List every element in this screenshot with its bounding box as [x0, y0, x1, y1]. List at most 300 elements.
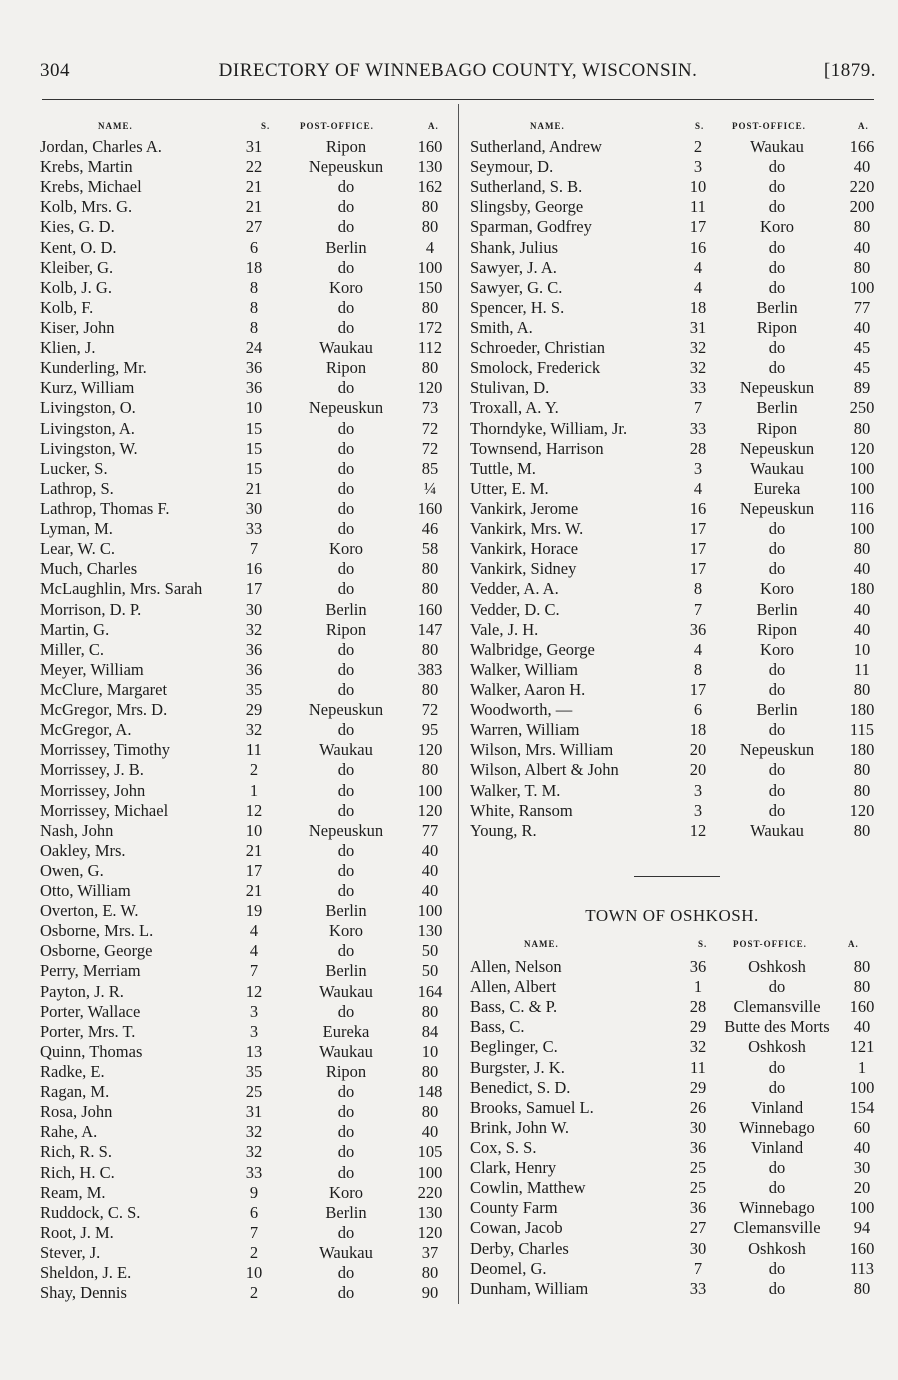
directory-row	[40, 157, 454, 177]
entry-section: 18	[689, 720, 707, 740]
directory-row	[40, 600, 454, 620]
entry-acres: 80	[421, 1001, 439, 1021]
entry-section: 28	[689, 997, 707, 1017]
entry-section: 3	[693, 800, 703, 820]
directory-row	[40, 1122, 454, 1142]
directory-row	[470, 499, 884, 519]
entry-name: Stulivan, D.	[470, 378, 550, 398]
directory-row	[470, 459, 884, 479]
entry-acres: 77	[421, 820, 439, 840]
entry-post-office: Nepeuskun	[308, 157, 384, 177]
entry-acres: 80	[853, 957, 871, 976]
entry-acres: 100	[417, 901, 443, 921]
entry-name: Sheldon, J. E.	[40, 1263, 132, 1283]
entry-name: McClure, Margaret	[40, 679, 168, 699]
directory-row	[40, 318, 454, 338]
directory-row	[40, 861, 454, 881]
entry-name: Morrissey, John	[40, 780, 146, 800]
entry-section: 36	[245, 659, 263, 679]
entry-acres: 120	[417, 740, 443, 760]
directory-row	[470, 760, 884, 780]
entry-acres: 100	[417, 1162, 443, 1182]
directory-row	[470, 1239, 884, 1259]
directory-row	[470, 579, 884, 599]
entry-section: 2	[249, 1243, 259, 1263]
entry-post-office: Waukau	[319, 1041, 373, 1061]
directory-row	[470, 318, 884, 338]
entry-section: 17	[689, 679, 707, 699]
entry-name: Troxall, A. Y.	[470, 398, 559, 418]
entry-acres: 95	[421, 720, 439, 740]
entry-acres: 89	[853, 378, 871, 398]
entry-name: Morrissey, Michael	[40, 800, 169, 820]
directory-row	[470, 1017, 884, 1037]
entry-acres: 160	[849, 1238, 875, 1258]
directory-row	[40, 278, 454, 298]
entry-name: Root, J. M.	[40, 1222, 114, 1242]
right-header-post-office: POST-OFFICE.	[732, 121, 806, 131]
entry-section: 10	[245, 1263, 263, 1283]
entry-section: 35	[245, 1062, 263, 1082]
right-header-s: S.	[695, 121, 705, 131]
entry-acres: 37	[421, 1243, 439, 1263]
directory-row	[40, 801, 454, 821]
entry-post-office: do	[337, 1001, 355, 1021]
entry-name: Clark, Henry	[470, 1158, 557, 1178]
entry-acres: 20	[853, 1178, 871, 1198]
entry-post-office: Koro	[760, 217, 794, 237]
entry-section: 10	[245, 820, 263, 840]
entry-post-office: do	[768, 1278, 786, 1298]
entry-acres: 4	[425, 237, 435, 257]
entry-name: McGregor, A.	[40, 720, 132, 740]
entry-acres: ¼	[423, 478, 437, 498]
entry-section: 35	[245, 679, 263, 699]
entry-post-office: do	[337, 1162, 355, 1182]
entry-name: Beglinger, C.	[470, 1037, 558, 1057]
directory-row	[470, 821, 884, 841]
entry-acres: 180	[849, 740, 875, 760]
directory-row	[40, 740, 454, 760]
entry-acres: 220	[417, 1182, 443, 1202]
entry-acres: 220	[849, 177, 875, 197]
entry-section: 4	[693, 277, 703, 297]
directory-row	[40, 338, 454, 358]
entry-name: Quinn, Thomas	[40, 1041, 143, 1061]
entry-post-office: do	[768, 277, 786, 297]
entry-section: 32	[245, 720, 263, 740]
entry-name: McGregor, Mrs. D.	[40, 700, 168, 720]
entry-acres: 80	[421, 197, 439, 217]
directory-row	[470, 1058, 884, 1078]
directory-row	[40, 1283, 454, 1303]
right-listing	[470, 137, 884, 841]
entry-post-office: do	[337, 197, 355, 217]
entry-post-office: do	[768, 760, 786, 780]
entry-acres: 40	[853, 237, 871, 257]
entry-acres: 164	[417, 981, 443, 1001]
entry-section: 3	[693, 157, 703, 177]
entry-section: 36	[689, 1137, 707, 1157]
section-separator	[634, 876, 720, 877]
entry-acres: 160	[417, 599, 443, 619]
entry-section: 4	[249, 921, 259, 941]
entry-name: Seymour, D.	[470, 157, 554, 177]
entry-section: 19	[245, 901, 263, 921]
directory-row	[40, 720, 454, 740]
entry-post-office: Waukau	[319, 338, 373, 358]
directory-row	[470, 238, 884, 258]
entry-name: Townsend, Harrison	[470, 438, 604, 458]
entry-name: Sawyer, G. C.	[470, 277, 563, 297]
entry-name: Morrissey, Timothy	[40, 740, 171, 760]
entry-post-office: Berlin	[325, 1202, 367, 1222]
entry-post-office: do	[337, 177, 355, 197]
directory-row	[40, 620, 454, 640]
directory-row	[470, 439, 884, 459]
directory-row	[40, 459, 454, 479]
directory-row	[470, 620, 884, 640]
entry-post-office: do	[768, 679, 786, 699]
entry-section: 20	[689, 760, 707, 780]
entry-name: Brooks, Samuel L.	[470, 1097, 594, 1117]
entry-section: 3	[693, 458, 703, 478]
directory-row	[40, 1163, 454, 1183]
entry-post-office: do	[768, 539, 786, 559]
entry-post-office: Nepeuskun	[308, 700, 384, 720]
entry-post-office: do	[337, 881, 355, 901]
entry-acres: 112	[417, 338, 443, 358]
entry-post-office: do	[337, 1142, 355, 1162]
entry-name: Wilson, Mrs. William	[470, 740, 614, 760]
entry-section: 27	[245, 217, 263, 237]
oshkosh-listing	[470, 957, 884, 1299]
entry-section: 36	[245, 639, 263, 659]
directory-row	[470, 1138, 884, 1158]
entry-section: 33	[689, 378, 707, 398]
entry-acres: 40	[853, 1017, 871, 1037]
entry-name: Overton, E. W.	[40, 901, 139, 921]
directory-row	[40, 660, 454, 680]
entry-post-office: Waukau	[319, 740, 373, 760]
entry-acres: 72	[421, 418, 439, 438]
entry-acres: 160	[849, 997, 875, 1017]
entry-name: Kolb, F.	[40, 297, 94, 317]
entry-post-office: Ripon	[325, 358, 367, 378]
entry-name: Kies, G. D.	[40, 217, 115, 237]
entry-post-office: Oshkosh	[748, 1037, 806, 1057]
entry-acres: 80	[421, 217, 439, 237]
entry-post-office: Berlin	[325, 237, 367, 257]
entry-acres: 80	[421, 1263, 439, 1283]
entry-name: Osborne, George	[40, 941, 153, 961]
entry-section: 33	[689, 1278, 707, 1298]
entry-section: 36	[689, 619, 707, 639]
entry-name: Smith, A.	[470, 317, 533, 337]
entry-name: Meyer, William	[40, 659, 144, 679]
entry-post-office: Ripon	[325, 137, 367, 156]
entry-acres: 120	[417, 800, 443, 820]
entry-post-office: Ripon	[756, 317, 798, 337]
entry-section: 27	[689, 1218, 707, 1238]
directory-row	[470, 997, 884, 1017]
entry-acres: 100	[849, 277, 875, 297]
entry-name: Young, R.	[470, 820, 537, 840]
directory-row	[470, 298, 884, 318]
entry-post-office: do	[337, 559, 355, 579]
entry-name: Vedder, A. A.	[470, 579, 559, 599]
entry-acres: 100	[849, 1198, 875, 1218]
entry-name: Vale, J. H.	[470, 619, 539, 639]
entry-section: 6	[249, 237, 259, 257]
directory-row	[470, 338, 884, 358]
directory-row	[40, 378, 454, 398]
entry-name: Dunham, William	[470, 1278, 589, 1298]
entry-post-office: Oshkosh	[748, 1238, 806, 1258]
entry-name: Schroeder, Christian	[470, 338, 605, 358]
entry-post-office: Waukau	[319, 981, 373, 1001]
page-header	[40, 60, 876, 86]
entry-post-office: do	[768, 977, 786, 997]
entry-section: 15	[245, 418, 263, 438]
entry-section: 18	[245, 257, 263, 277]
entry-acres: 80	[853, 977, 871, 997]
entry-acres: 100	[417, 257, 443, 277]
entry-name: Ragan, M.	[40, 1082, 110, 1102]
entry-section: 17	[245, 860, 263, 880]
entry-section: 33	[245, 1162, 263, 1182]
entry-acres: 45	[853, 358, 871, 378]
entry-name: Warren, William	[470, 720, 580, 740]
entry-name: Wilson, Albert & John	[470, 760, 619, 780]
directory-row	[40, 1142, 454, 1162]
oshkosh-header-name: NAME.	[524, 939, 559, 949]
entry-acres: 80	[853, 760, 871, 780]
entry-section: 16	[689, 498, 707, 518]
directory-row	[470, 1259, 884, 1279]
entry-name: Shay, Dennis	[40, 1283, 127, 1303]
entry-acres: 80	[853, 257, 871, 277]
entry-acres: 80	[853, 1278, 871, 1298]
entry-post-office: do	[337, 378, 355, 398]
entry-post-office: Waukau	[750, 820, 804, 840]
entry-name: Martin, G.	[40, 619, 110, 639]
entry-section: 33	[245, 519, 263, 539]
entry-acres: 40	[853, 157, 871, 177]
entry-section: 7	[249, 1222, 259, 1242]
directory-row	[470, 479, 884, 499]
entry-post-office: do	[337, 720, 355, 740]
entry-post-office: do	[337, 297, 355, 317]
entry-section: 32	[689, 338, 707, 358]
entry-post-office: Eureka	[322, 1021, 370, 1041]
directory-row	[40, 217, 454, 237]
entry-section: 4	[693, 257, 703, 277]
entry-name: Bass, C. & P.	[470, 997, 558, 1017]
entry-name: Bass, C.	[470, 1017, 525, 1037]
entry-acres: 80	[421, 579, 439, 599]
entry-section: 8	[249, 297, 259, 317]
entry-section: 17	[689, 539, 707, 559]
entry-acres: 84	[421, 1021, 439, 1041]
entry-section: 29	[689, 1017, 707, 1037]
entry-post-office: Nepeuskun	[308, 820, 384, 840]
entry-section: 15	[245, 438, 263, 458]
directory-row	[40, 921, 454, 941]
entry-acres: 58	[421, 539, 439, 559]
entry-post-office: do	[768, 257, 786, 277]
entry-post-office: do	[337, 498, 355, 518]
entry-acres: 100	[849, 1077, 875, 1097]
entry-post-office: do	[337, 458, 355, 478]
directory-row	[40, 680, 454, 700]
directory-row	[40, 1002, 454, 1022]
entry-name: Livingston, A.	[40, 418, 135, 438]
directory-row	[470, 217, 884, 237]
entry-acres: 80	[421, 358, 439, 378]
entry-name: Walker, Aaron H.	[470, 679, 586, 699]
directory-row	[40, 539, 454, 559]
entry-acres: 80	[853, 679, 871, 699]
entry-section: 31	[245, 1102, 263, 1122]
entry-name: Lear, W. C.	[40, 539, 115, 559]
entry-name: McLaughlin, Mrs. Sarah	[40, 579, 203, 599]
entry-section: 8	[249, 317, 259, 337]
directory-row	[40, 982, 454, 1002]
oshkosh-header-a: A.	[848, 939, 859, 949]
entry-name: Sutherland, S. B.	[470, 177, 583, 197]
entry-acres: 130	[417, 157, 443, 177]
entry-section: 7	[249, 961, 259, 981]
entry-name: Vankirk, Jerome	[470, 498, 579, 518]
directory-row	[470, 258, 884, 278]
entry-name: Thorndyke, William, Jr.	[470, 418, 628, 438]
entry-post-office: do	[337, 679, 355, 699]
entry-post-office: Koro	[329, 921, 363, 941]
directory-row	[40, 419, 454, 439]
entry-section: 24	[245, 338, 263, 358]
entry-post-office: Vinland	[750, 1137, 804, 1157]
entry-section: 18	[689, 297, 707, 317]
entry-name: Cox, S. S.	[470, 1137, 537, 1157]
entry-post-office: do	[337, 840, 355, 860]
entry-acres: 40	[853, 599, 871, 619]
entry-post-office: do	[768, 237, 786, 257]
entry-section: 10	[689, 177, 707, 197]
entry-acres: 160	[417, 498, 443, 518]
entry-post-office: do	[337, 317, 355, 337]
directory-row	[470, 419, 884, 439]
entry-name: Cowlin, Matthew	[470, 1178, 586, 1198]
directory-row	[40, 1203, 454, 1223]
entry-name: Livingston, W.	[40, 438, 138, 458]
entry-acres: 80	[853, 217, 871, 237]
entry-post-office: do	[337, 780, 355, 800]
entry-post-office: do	[768, 800, 786, 820]
entry-name: Rahe, A.	[40, 1122, 98, 1142]
entry-post-office: do	[768, 177, 786, 197]
entry-acres: 120	[849, 800, 875, 820]
entry-acres: 160	[417, 137, 443, 156]
entry-post-office: Waukau	[319, 1243, 373, 1263]
directory-row	[470, 197, 884, 217]
entry-post-office: Clemansville	[733, 1218, 821, 1238]
entry-acres: 80	[421, 679, 439, 699]
entry-section: 13	[245, 1041, 263, 1061]
left-header-name: NAME.	[98, 121, 133, 131]
entry-post-office: do	[337, 217, 355, 237]
entry-acres: 100	[849, 519, 875, 539]
entry-section: 25	[689, 1178, 707, 1198]
entry-section: 36	[689, 957, 707, 976]
directory-row	[40, 1223, 454, 1243]
page-year: [1879.	[823, 60, 876, 81]
entry-post-office: Clemansville	[733, 997, 821, 1017]
directory-row	[40, 1183, 454, 1203]
directory-row	[40, 137, 454, 157]
entry-post-office: do	[337, 941, 355, 961]
entry-section: 3	[249, 1021, 259, 1041]
entry-post-office: do	[337, 418, 355, 438]
entry-name: Klien, J.	[40, 338, 96, 358]
entry-section: 20	[689, 740, 707, 760]
entry-name: Otto, William	[40, 881, 131, 901]
entry-name: County Farm	[470, 1198, 558, 1218]
entry-acres: 40	[853, 317, 871, 337]
entry-section: 29	[245, 700, 263, 720]
entry-post-office: Ripon	[756, 418, 798, 438]
entry-name: Benedict, S. D.	[470, 1077, 571, 1097]
entry-name: Derby, Charles	[470, 1238, 569, 1258]
entry-acres: 100	[849, 478, 875, 498]
directory-row	[470, 640, 884, 660]
directory-row	[40, 1263, 454, 1283]
entry-name: Shank, Julius	[470, 237, 559, 257]
entry-section: 30	[245, 498, 263, 518]
directory-row	[470, 177, 884, 197]
entry-acres: 180	[849, 579, 875, 599]
entry-section: 11	[246, 740, 262, 760]
entry-acres: 50	[421, 941, 439, 961]
directory-row	[470, 539, 884, 559]
entry-acres: 80	[853, 418, 871, 438]
entry-name: Walker, T. M.	[470, 780, 561, 800]
directory-row	[40, 941, 454, 961]
entry-acres: 148	[417, 1082, 443, 1102]
entry-section: 21	[245, 478, 263, 498]
entry-acres: 45	[853, 338, 871, 358]
directory-row	[470, 137, 884, 157]
entry-name: White, Ransom	[470, 800, 573, 820]
entry-post-office: do	[768, 1077, 786, 1097]
entry-section: 2	[249, 760, 259, 780]
entry-post-office: Nepeuskun	[308, 398, 384, 418]
directory-row	[40, 1082, 454, 1102]
directory-row	[470, 1118, 884, 1138]
right-header-name: NAME.	[530, 121, 565, 131]
entry-acres: 80	[421, 559, 439, 579]
entry-name: Radke, E.	[40, 1062, 105, 1082]
entry-post-office: do	[337, 639, 355, 659]
directory-row	[40, 177, 454, 197]
entry-post-office: Berlin	[325, 599, 367, 619]
entry-acres: 72	[421, 438, 439, 458]
entry-post-office: do	[337, 257, 355, 277]
entry-acres: 105	[417, 1142, 443, 1162]
directory-row	[40, 499, 454, 519]
entry-section: 30	[689, 1238, 707, 1258]
entry-name: Lathrop, S.	[40, 478, 114, 498]
